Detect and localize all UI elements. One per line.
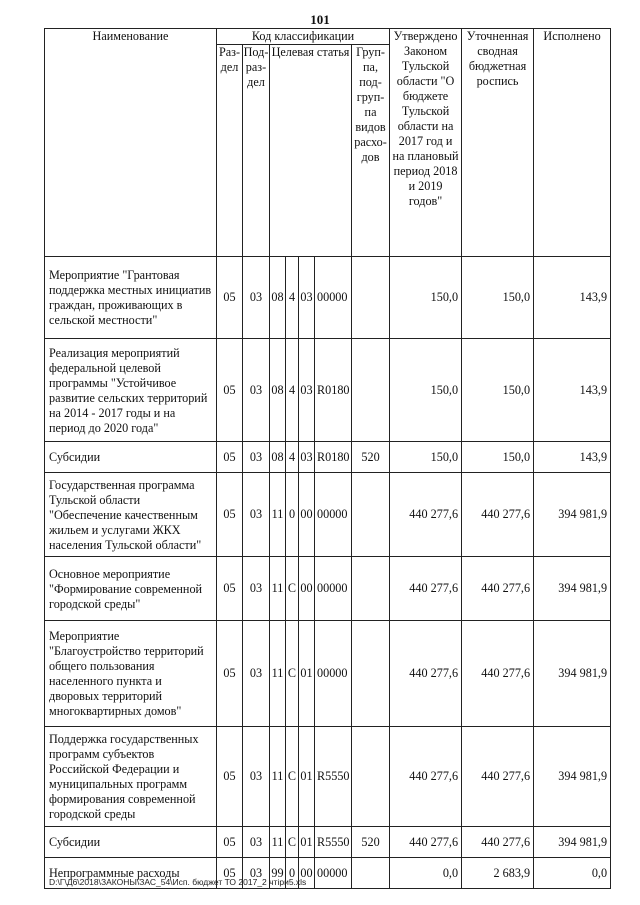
target-article-subprogram-cell: С	[286, 727, 299, 827]
target-article-activity-cell: 01	[299, 621, 315, 727]
row-name-line: Российской Федерации и	[49, 762, 180, 776]
subsection-cell: 03	[243, 727, 270, 827]
section-cell: 05	[217, 473, 243, 557]
header-code-classification: Код классификации	[217, 29, 390, 45]
executed-amount-cell: 394 981,9	[534, 827, 611, 858]
target-article-activity-cell: 00	[299, 473, 315, 557]
header-line: Тульской	[401, 104, 450, 118]
row-name-line: на 2014 - 2017 годы и на	[49, 405, 176, 420]
header-line: сводная	[477, 44, 518, 58]
expense-group-cell	[352, 557, 390, 621]
header-line: годов"	[408, 194, 443, 208]
header-line: период 2018	[393, 164, 458, 178]
section-cell: 05	[217, 858, 243, 889]
target-article-direction-cell: R0180	[315, 339, 352, 442]
table-row	[45, 557, 611, 621]
section-cell: 05	[217, 621, 243, 727]
refined-amount-cell: 150,0	[462, 442, 534, 473]
expense-group-cell	[352, 473, 390, 557]
header-line: Законом	[404, 44, 448, 58]
header-line: и 2019	[408, 179, 443, 193]
header-approved	[390, 29, 462, 257]
row-name-line: сельской местности"	[49, 313, 158, 327]
row-name-line: жильем и услугами ЖКХ	[49, 522, 181, 537]
table-row	[45, 727, 611, 827]
row-name-line: Основное мероприятие	[49, 566, 171, 581]
header-line: дов	[361, 150, 380, 164]
target-article-program-cell: 11	[270, 727, 286, 827]
header-line: па	[364, 105, 377, 119]
target-article-direction-cell: 00000	[315, 621, 352, 727]
refined-amount-cell: 440 277,6	[462, 621, 534, 727]
target-article-activity-cell: 01	[299, 727, 315, 827]
approved-amount-cell: 440 277,6	[390, 621, 462, 727]
target-article-program-cell: 99	[270, 858, 286, 889]
target-article-subprogram-cell: 4	[286, 339, 299, 442]
approved-amount-cell: 440 277,6	[390, 473, 462, 557]
target-article-program-cell: 11	[270, 473, 286, 557]
refined-amount-cell: 440 277,6	[462, 557, 534, 621]
executed-amount-cell: 394 981,9	[534, 621, 611, 727]
header-line: Груп-	[356, 45, 385, 59]
header-row-top	[45, 29, 611, 45]
approved-amount-cell: 440 277,6	[390, 727, 462, 827]
subsection-cell: 03	[243, 557, 270, 621]
section-cell: 05	[217, 339, 243, 442]
header-name: Наименование	[45, 29, 217, 257]
section-cell: 05	[217, 442, 243, 473]
header-line: расхо-	[354, 135, 387, 149]
row-name-line: Государственная программа	[49, 477, 195, 492]
target-article-program-cell: 08	[270, 442, 286, 473]
header-line: па,	[363, 60, 379, 74]
section-cell: 05	[217, 827, 243, 858]
row-name-line: поддержка местных инициатив	[49, 283, 212, 297]
target-article-activity-cell: 03	[299, 339, 315, 442]
row-name	[45, 621, 217, 727]
refined-amount-cell: 150,0	[462, 339, 534, 442]
row-name-line: федеральной целевой	[49, 360, 161, 375]
section-cell: 05	[217, 557, 243, 621]
table-row	[45, 339, 611, 442]
refined-amount-cell: 150,0	[462, 257, 534, 339]
header-line: роспись	[476, 74, 519, 88]
refined-amount-cell: 2 683,9	[462, 858, 534, 889]
executed-amount-cell: 394 981,9	[534, 557, 611, 621]
target-article-direction-cell: R5550	[315, 727, 352, 827]
executed-amount-cell: 394 981,9	[534, 727, 611, 827]
row-name	[45, 442, 217, 473]
subsection-cell: 03	[243, 339, 270, 442]
target-article-subprogram-cell: 4	[286, 442, 299, 473]
header-line: под-	[359, 75, 382, 89]
target-article-program-cell: 11	[270, 621, 286, 727]
header-line: Под-	[243, 45, 269, 59]
table-row	[45, 473, 611, 557]
expense-group-cell	[352, 727, 390, 827]
header-line: бюджете	[402, 89, 449, 103]
header-line: области на	[397, 119, 454, 133]
row-name-line: развитие сельских территорий	[49, 390, 208, 405]
refined-amount-cell: 440 277,6	[462, 473, 534, 557]
row-name	[45, 557, 217, 621]
target-article-subprogram-cell: С	[286, 621, 299, 727]
row-name-line: "Обеспечение качественным	[49, 507, 198, 522]
row-name-line: городской среды"	[49, 596, 141, 611]
row-name-line: муниципальных программ	[49, 777, 188, 791]
header-line: дел	[220, 60, 239, 74]
refined-amount-cell: 440 277,6	[462, 727, 534, 827]
row-name-line: "Формирование современной	[49, 581, 203, 596]
table-row	[45, 257, 611, 339]
target-article-activity-cell: 01	[299, 827, 315, 858]
header-line: 2017 год и	[398, 134, 453, 148]
approved-amount-cell: 440 277,6	[390, 557, 462, 621]
executed-amount-cell: 0,0	[534, 858, 611, 889]
row-name-line: многоквартирных домов"	[49, 704, 182, 718]
target-article-program-cell: 11	[270, 557, 286, 621]
expense-group-cell: 520	[352, 827, 390, 858]
header-line: раз-	[245, 60, 267, 74]
subsection-cell: 03	[243, 621, 270, 727]
row-name-line: программы "Устойчивое	[49, 375, 177, 390]
target-article-direction-cell: 00000	[315, 473, 352, 557]
target-article-subprogram-cell: 0	[286, 858, 299, 889]
row-name-line: Мероприятие	[49, 629, 120, 643]
table-row	[45, 442, 611, 473]
header-line: Утверждено	[393, 29, 458, 43]
subsection-cell: 03	[243, 858, 270, 889]
page-number: 101	[310, 12, 330, 27]
row-name-line: населения Тульской области"	[49, 537, 202, 552]
section-cell: 05	[217, 257, 243, 339]
row-name	[45, 727, 217, 827]
header-executed: Исполнено	[534, 29, 611, 257]
target-article-direction-cell: 00000	[315, 858, 352, 889]
row-name-line: Субсидии	[49, 450, 101, 464]
header-refined	[462, 29, 534, 257]
row-name	[45, 473, 217, 557]
target-article-program-cell: 08	[270, 339, 286, 442]
subsection-cell: 03	[243, 442, 270, 473]
row-name	[45, 827, 217, 858]
row-name-line: городской среды	[49, 807, 136, 821]
header-line: области "О	[396, 74, 455, 88]
header-target-article: Целевая статья	[270, 45, 352, 257]
target-article-subprogram-cell: С	[286, 827, 299, 858]
expense-group-cell	[352, 621, 390, 727]
approved-amount-cell: 0,0	[390, 858, 462, 889]
header-section	[217, 45, 243, 257]
target-article-activity-cell: 00	[299, 557, 315, 621]
header-expense-group	[352, 45, 390, 257]
row-name-line: Тульской области	[49, 492, 141, 507]
target-article-activity-cell: 00	[299, 858, 315, 889]
executed-amount-cell: 394 981,9	[534, 473, 611, 557]
expense-group-cell	[352, 257, 390, 339]
header-subsection	[243, 45, 270, 257]
target-article-direction-cell: R5550	[315, 827, 352, 858]
subsection-cell: 03	[243, 257, 270, 339]
target-article-activity-cell: 03	[299, 257, 315, 339]
table-row	[45, 621, 611, 727]
executed-amount-cell: 143,9	[534, 257, 611, 339]
subsection-cell: 03	[243, 473, 270, 557]
target-article-program-cell: 11	[270, 827, 286, 858]
header-line: груп-	[356, 90, 385, 104]
header-line: бюджетная	[468, 59, 527, 73]
approved-amount-cell: 440 277,6	[390, 827, 462, 858]
row-name-line: Реализация мероприятий	[49, 345, 180, 360]
executed-amount-cell: 143,9	[534, 339, 611, 442]
refined-amount-cell: 440 277,6	[462, 827, 534, 858]
approved-amount-cell: 150,0	[390, 339, 462, 442]
row-name-line: "Благоустройство территорий	[49, 644, 204, 658]
row-name-line: формирования современной	[49, 792, 196, 806]
row-name-line: период до 2020 года"	[49, 420, 159, 435]
target-article-subprogram-cell: 4	[286, 257, 299, 339]
header-line: Уточненная	[466, 29, 529, 43]
row-name-line: общего пользования	[49, 659, 155, 673]
budget-table	[44, 28, 611, 889]
section-cell: 05	[217, 727, 243, 827]
target-article-subprogram-cell: С	[286, 557, 299, 621]
target-article-subprogram-cell: 0	[286, 473, 299, 557]
target-article-direction-cell: 00000	[315, 557, 352, 621]
row-name	[45, 339, 217, 442]
expense-group-cell: 520	[352, 442, 390, 473]
row-name-line: граждан, проживающих в	[49, 298, 183, 312]
executed-amount-cell: 143,9	[534, 442, 611, 473]
row-name-line: дворовых территорий	[49, 689, 163, 703]
target-article-direction-cell: R0180	[315, 442, 352, 473]
approved-amount-cell: 150,0	[390, 257, 462, 339]
expense-group-cell	[352, 858, 390, 889]
row-name-line: населенного пункта и	[49, 674, 162, 688]
table-row	[45, 827, 611, 858]
expense-group-cell	[352, 339, 390, 442]
target-article-direction-cell: 00000	[315, 257, 352, 339]
subsection-cell: 03	[243, 827, 270, 858]
file-path-footer: D:\Г\Д6\2018\ЗАКОНЫ\ЗАС_54\Исп. бюджет ТО 2017_2 чтіри5.xls	[49, 877, 307, 887]
target-article-activity-cell: 03	[299, 442, 315, 473]
approved-amount-cell: 150,0	[390, 442, 462, 473]
target-article-program-cell: 08	[270, 257, 286, 339]
row-name-line: Непрограммные расходы	[49, 866, 180, 880]
row-name-line: Поддержка государственных	[49, 732, 199, 746]
header-line: на плановый	[392, 149, 459, 163]
row-name-line: программ субъектов	[49, 747, 155, 761]
row-name-line: Субсидии	[49, 835, 101, 849]
header-line: Раз-	[218, 45, 241, 59]
row-name-line: Мероприятие "Грантовая	[49, 268, 180, 282]
header-line: видов	[355, 120, 386, 134]
header-line: Тульской	[401, 59, 450, 73]
row-name	[45, 257, 217, 339]
header-line: дел	[247, 75, 265, 89]
